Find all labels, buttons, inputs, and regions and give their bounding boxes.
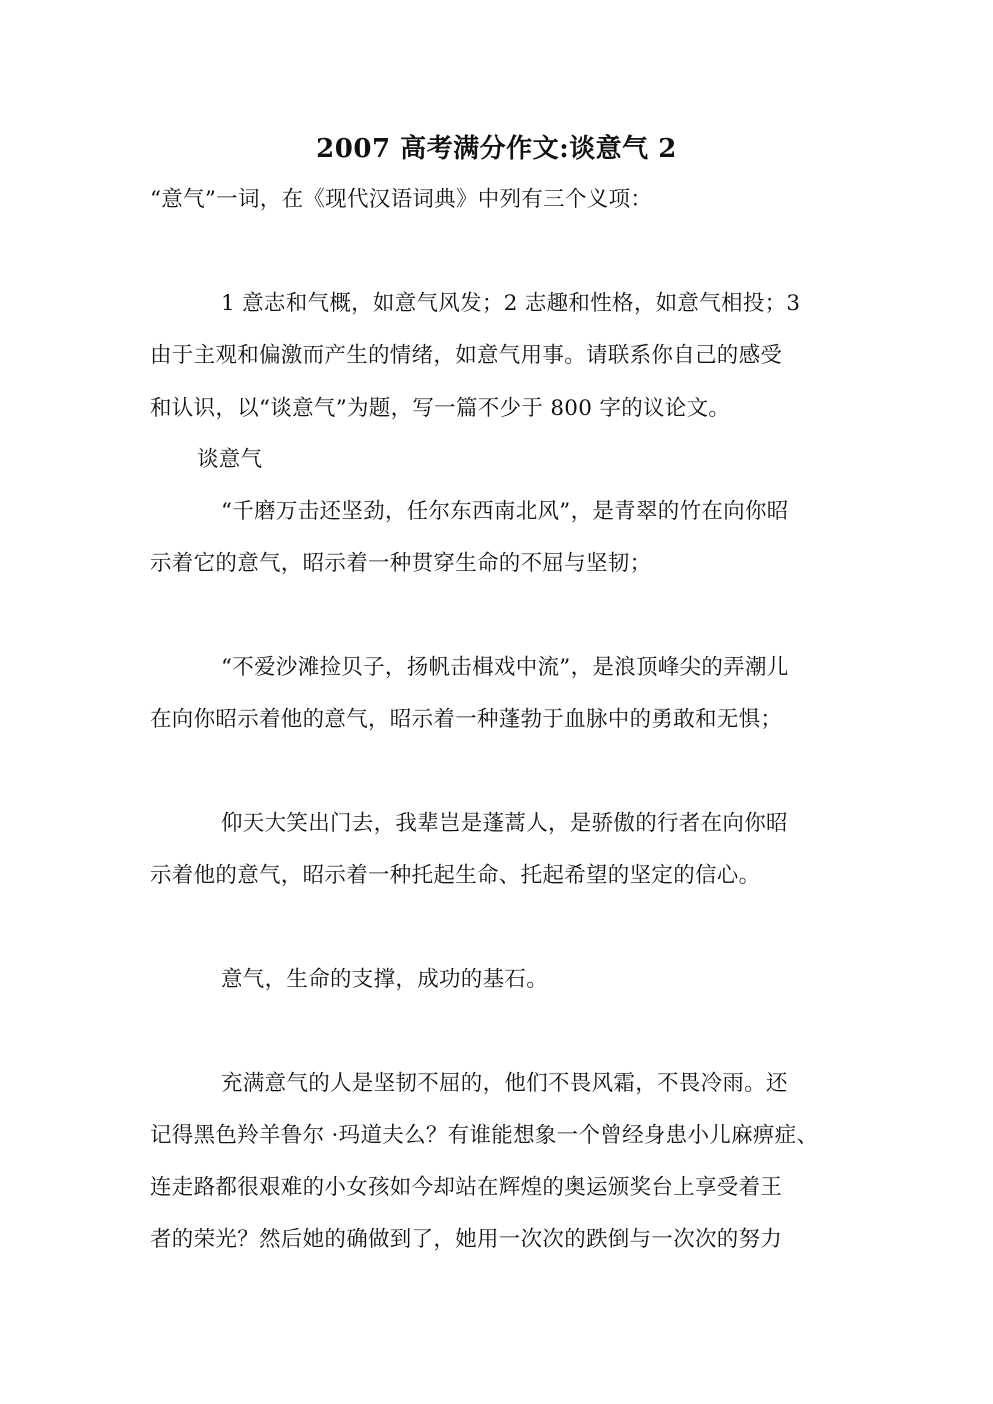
paragraph-4-line-1: 意气，生命的支撑，成功的基石。 xyxy=(221,967,549,992)
essay-title: 谈意气 xyxy=(197,447,263,472)
prompt-line-2: 由于主观和偏激而产生的情绪，如意气用事。请联系你自己的感受 xyxy=(150,343,783,368)
paragraph-3-line-1: 仰天大笑出门去，我辈岂是蓬蒿人，是骄傲的行者在向你昭 xyxy=(221,811,788,836)
prompt-line-3: 和认识，以“谈意气”为题，写一篇不少于 800 字的议论文。 xyxy=(150,396,731,421)
paragraph-5-line-3: 连走路都很艰难的小女孩如今却站在辉煌的奥运颁奖台上享受着王 xyxy=(150,1175,783,1200)
paragraph-1-line-2: 示着它的意气，昭示着一种贯穿生命的不屈与坚韧； xyxy=(150,551,652,576)
paragraph-2-line-2: 在向你昭示着他的意气，昭示着一种蓬勃于血脉中的勇敢和无惧； xyxy=(150,707,783,732)
paragraph-3-line-2: 示着他的意气，昭示着一种托起生命、托起希望的坚定的信心。 xyxy=(150,863,761,888)
paragraph-5-line-4: 者的荣光？然后她的确做到了，她用一次次的跌倒与一次次的努力 xyxy=(150,1227,783,1252)
paragraph-1-line-1: “千磨万击还坚劲，任尔东西南北风”，是青翠的竹在向你昭 xyxy=(221,499,789,524)
document-title: 2007 高考满分作文:谈意气 2 xyxy=(316,134,677,164)
paragraph-5-line-2: 记得黑色羚羊鲁尔 ·玛道夫么？有谁能想象一个曾经身患小儿麻痹症、 xyxy=(150,1123,819,1148)
paragraph-5-line-1: 充满意气的人是坚韧不屈的，他们不畏风霜，不畏冷雨。还 xyxy=(221,1071,788,1096)
intro-line: “意气”一词，在《现代汉语词典》中列有三个义项： xyxy=(150,187,653,212)
prompt-line-1: 1 意志和气概，如意气风发；2 志趣和性格，如意气相投；3 xyxy=(221,291,801,316)
paragraph-2-line-1: “不爱沙滩捡贝子，扬帆击楫戏中流”，是浪顶峰尖的弄潮儿 xyxy=(221,655,789,680)
